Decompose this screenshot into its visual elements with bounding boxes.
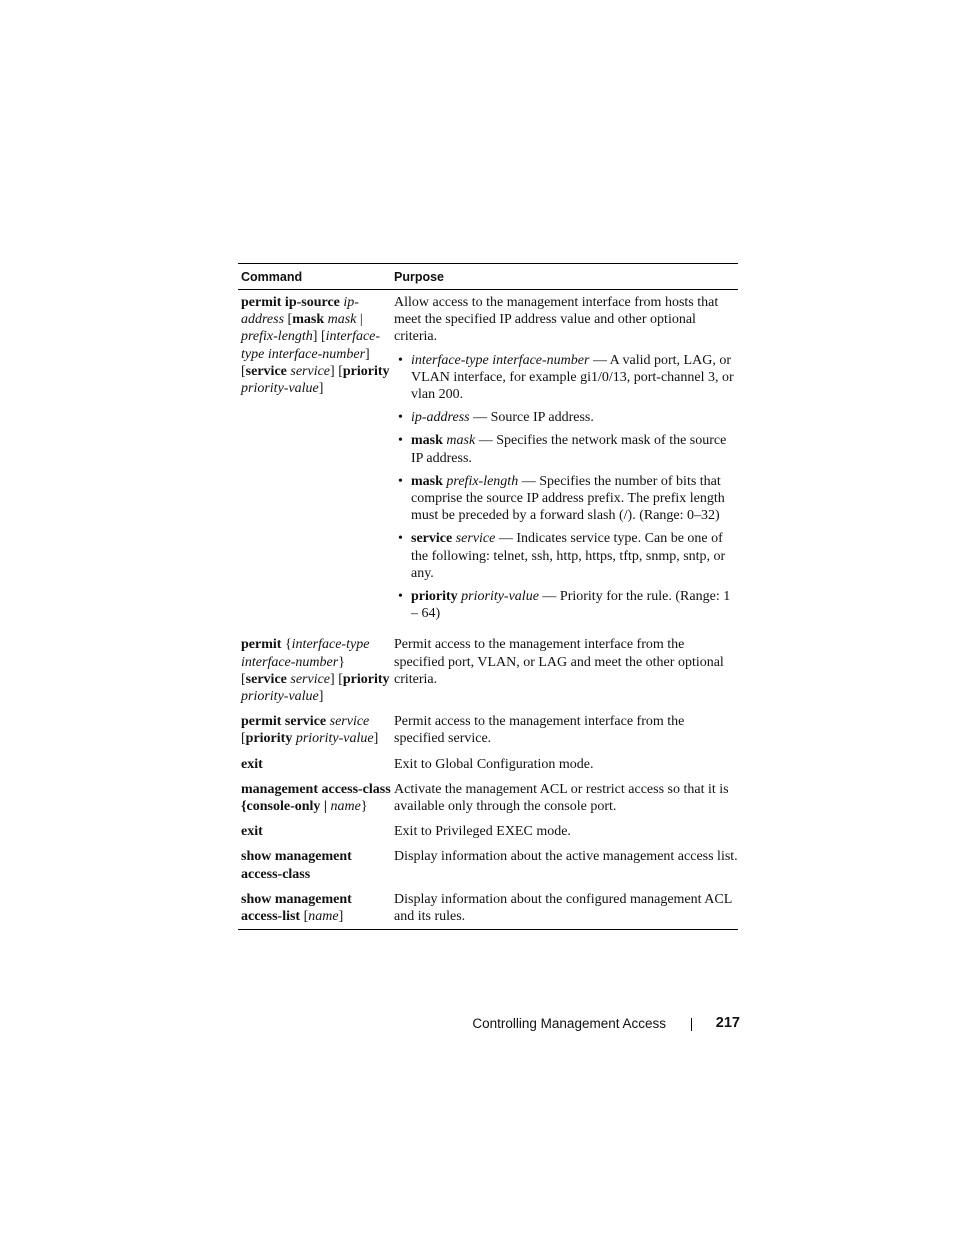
purpose-text: Exit to Privileged EXEC mode. — [394, 824, 571, 840]
table-row — [238, 709, 738, 751]
command-segment: service — [245, 671, 291, 687]
parameter-description: — Priority for the rule. (Range: 1 – 64) — [411, 589, 731, 622]
command-segment: priority-value — [295, 731, 374, 747]
purpose-text: Exit to Global Configuration mode. — [394, 756, 594, 772]
purpose-cell — [391, 713, 738, 747]
purpose-cell — [391, 756, 738, 773]
command-segment: priority — [245, 731, 296, 747]
table-row — [238, 752, 738, 777]
parameter-description: — Indicates service type. Can be one of the following: telnet, ssh, http, https, tftp, snmp, sntp, or any. — [411, 531, 726, 581]
command-segment: interface-type interface-number — [241, 637, 370, 670]
command-segment: name — [308, 909, 339, 925]
table-row — [238, 290, 738, 632]
bullet-icon: • — [398, 352, 403, 368]
command-segment: ] [ — [241, 346, 370, 379]
parameter-description: — Specifies the number of bits that comprise the source IP address prefix. The prefix length must be preceded by a forward slash (/). (Range: 0–32) — [411, 473, 725, 524]
table-row — [238, 777, 738, 819]
command-segment: priority-value — [241, 689, 319, 705]
parameter-name: interface-type interface-number — [411, 352, 590, 368]
purpose-text: Display information about the active management access list. — [394, 849, 738, 865]
purpose-text: Activate the management ACL or restrict access so that it is available only through the console port. — [394, 781, 729, 815]
command-segment: } — [360, 799, 368, 815]
command-segment: service — [290, 671, 331, 687]
table-row — [238, 844, 738, 886]
bullet-icon: • — [398, 433, 403, 449]
purpose-text: Permit access to the management interface from the specified service. — [394, 714, 685, 747]
table-row — [238, 632, 738, 709]
command-segment: service — [329, 714, 370, 730]
table-row — [238, 887, 738, 929]
command-segment: ] — [373, 731, 379, 747]
command-segment: ] [ — [330, 363, 343, 379]
purpose-cell — [391, 636, 738, 705]
command-table — [238, 263, 738, 930]
parameter-keyword: mask — [411, 473, 447, 489]
parameter-description: — A valid port, LAG, or VLAN interface, for example gi1/0/13, port-channel 3, or vlan 200. — [411, 352, 734, 403]
parameter-item — [394, 432, 738, 466]
parameter-item — [394, 352, 738, 404]
command-segment: } [ — [241, 654, 345, 687]
command-segment: priority — [342, 363, 390, 379]
parameter-item — [394, 588, 738, 622]
parameter-description: — Specifies the network mask of the source IP address. — [411, 433, 727, 466]
purpose-column-header: Purpose — [394, 269, 445, 284]
command-segment: mask — [292, 312, 328, 328]
purpose-text: Allow access to the management interface from hosts that meet the specified IP address value and other optional criteria. — [394, 295, 719, 345]
command-segment: ] [ — [312, 329, 326, 345]
command-cell — [238, 781, 391, 815]
purpose-cell — [391, 781, 738, 815]
command-segment: [ — [241, 731, 246, 747]
parameter-keyword: priority — [411, 589, 462, 605]
command-segment: permit service — [241, 714, 330, 730]
command-segment: ] — [338, 909, 344, 925]
command-column-header: Command — [241, 269, 303, 284]
command-segment: service — [245, 363, 291, 379]
bullet-icon: • — [398, 473, 403, 489]
purpose-cell — [391, 823, 738, 840]
parameter-description: — Source IP address. — [469, 410, 594, 426]
footer-section-title: Controlling Management Access — [472, 1016, 666, 1031]
parameter-name: service — [455, 531, 496, 547]
parameter-keyword: mask — [411, 433, 447, 449]
command-cell — [238, 636, 391, 705]
parameter-name: priority-value — [461, 589, 539, 605]
bullet-icon: • — [398, 531, 403, 547]
parameter-name: mask — [446, 433, 476, 449]
command-segment: ] — [318, 689, 324, 705]
purpose-cell — [391, 891, 738, 925]
command-segment: mask — [327, 312, 357, 328]
command-cell — [238, 891, 391, 925]
command-segment: [ — [284, 312, 293, 328]
bullet-icon: • — [398, 589, 403, 605]
command-segment: service — [290, 363, 331, 379]
purpose-text: Permit access to the management interface from the specified port, VLAN, or LAG and meet the other optional criteria. — [394, 637, 724, 687]
page-number: 217 — [715, 1015, 740, 1031]
command-segment: interface-type interface-number — [241, 329, 381, 362]
command-segment: name — [330, 799, 361, 815]
parameter-item — [394, 473, 738, 525]
command-segment: exit — [241, 756, 263, 772]
command-segment: permit — [241, 637, 285, 653]
command-segment: priority-value — [241, 381, 319, 397]
command-segment: exit — [241, 824, 263, 840]
command-segment: management access-class {console-only | — [241, 781, 391, 815]
footer-separator — [691, 1018, 692, 1031]
parameter-keyword: service — [411, 531, 456, 547]
parameter-item — [394, 530, 738, 582]
command-segment: permit ip-source — [241, 295, 344, 310]
page-footer — [0, 1014, 954, 1034]
command-segment: ] — [318, 381, 324, 397]
table-row — [238, 819, 738, 844]
command-segment: | — [356, 312, 363, 328]
table-header — [238, 264, 738, 290]
command-segment: priority — [342, 671, 390, 687]
command-segment: show management access-class — [241, 849, 352, 882]
parameter-name: prefix-length — [446, 473, 519, 489]
parameter-item — [394, 409, 738, 426]
command-cell — [238, 848, 391, 882]
bullet-icon: • — [398, 410, 403, 426]
purpose-cell — [391, 848, 738, 882]
command-cell — [238, 294, 391, 628]
parameter-list — [394, 352, 738, 623]
command-cell — [238, 823, 391, 840]
command-cell — [238, 713, 391, 747]
command-segment: ip-address — [241, 295, 359, 328]
command-segment: [ — [303, 909, 309, 925]
command-segment: { — [284, 637, 292, 653]
command-segment: ] [ — [330, 671, 343, 687]
purpose-cell — [391, 294, 738, 628]
command-segment: show management access-list — [241, 891, 352, 925]
table-body — [238, 290, 738, 929]
command-cell — [238, 756, 391, 773]
purpose-text: Display information about the configured management ACL and its rules. — [394, 891, 732, 925]
command-segment: prefix-length — [241, 329, 313, 345]
parameter-name: ip-address — [411, 410, 470, 426]
